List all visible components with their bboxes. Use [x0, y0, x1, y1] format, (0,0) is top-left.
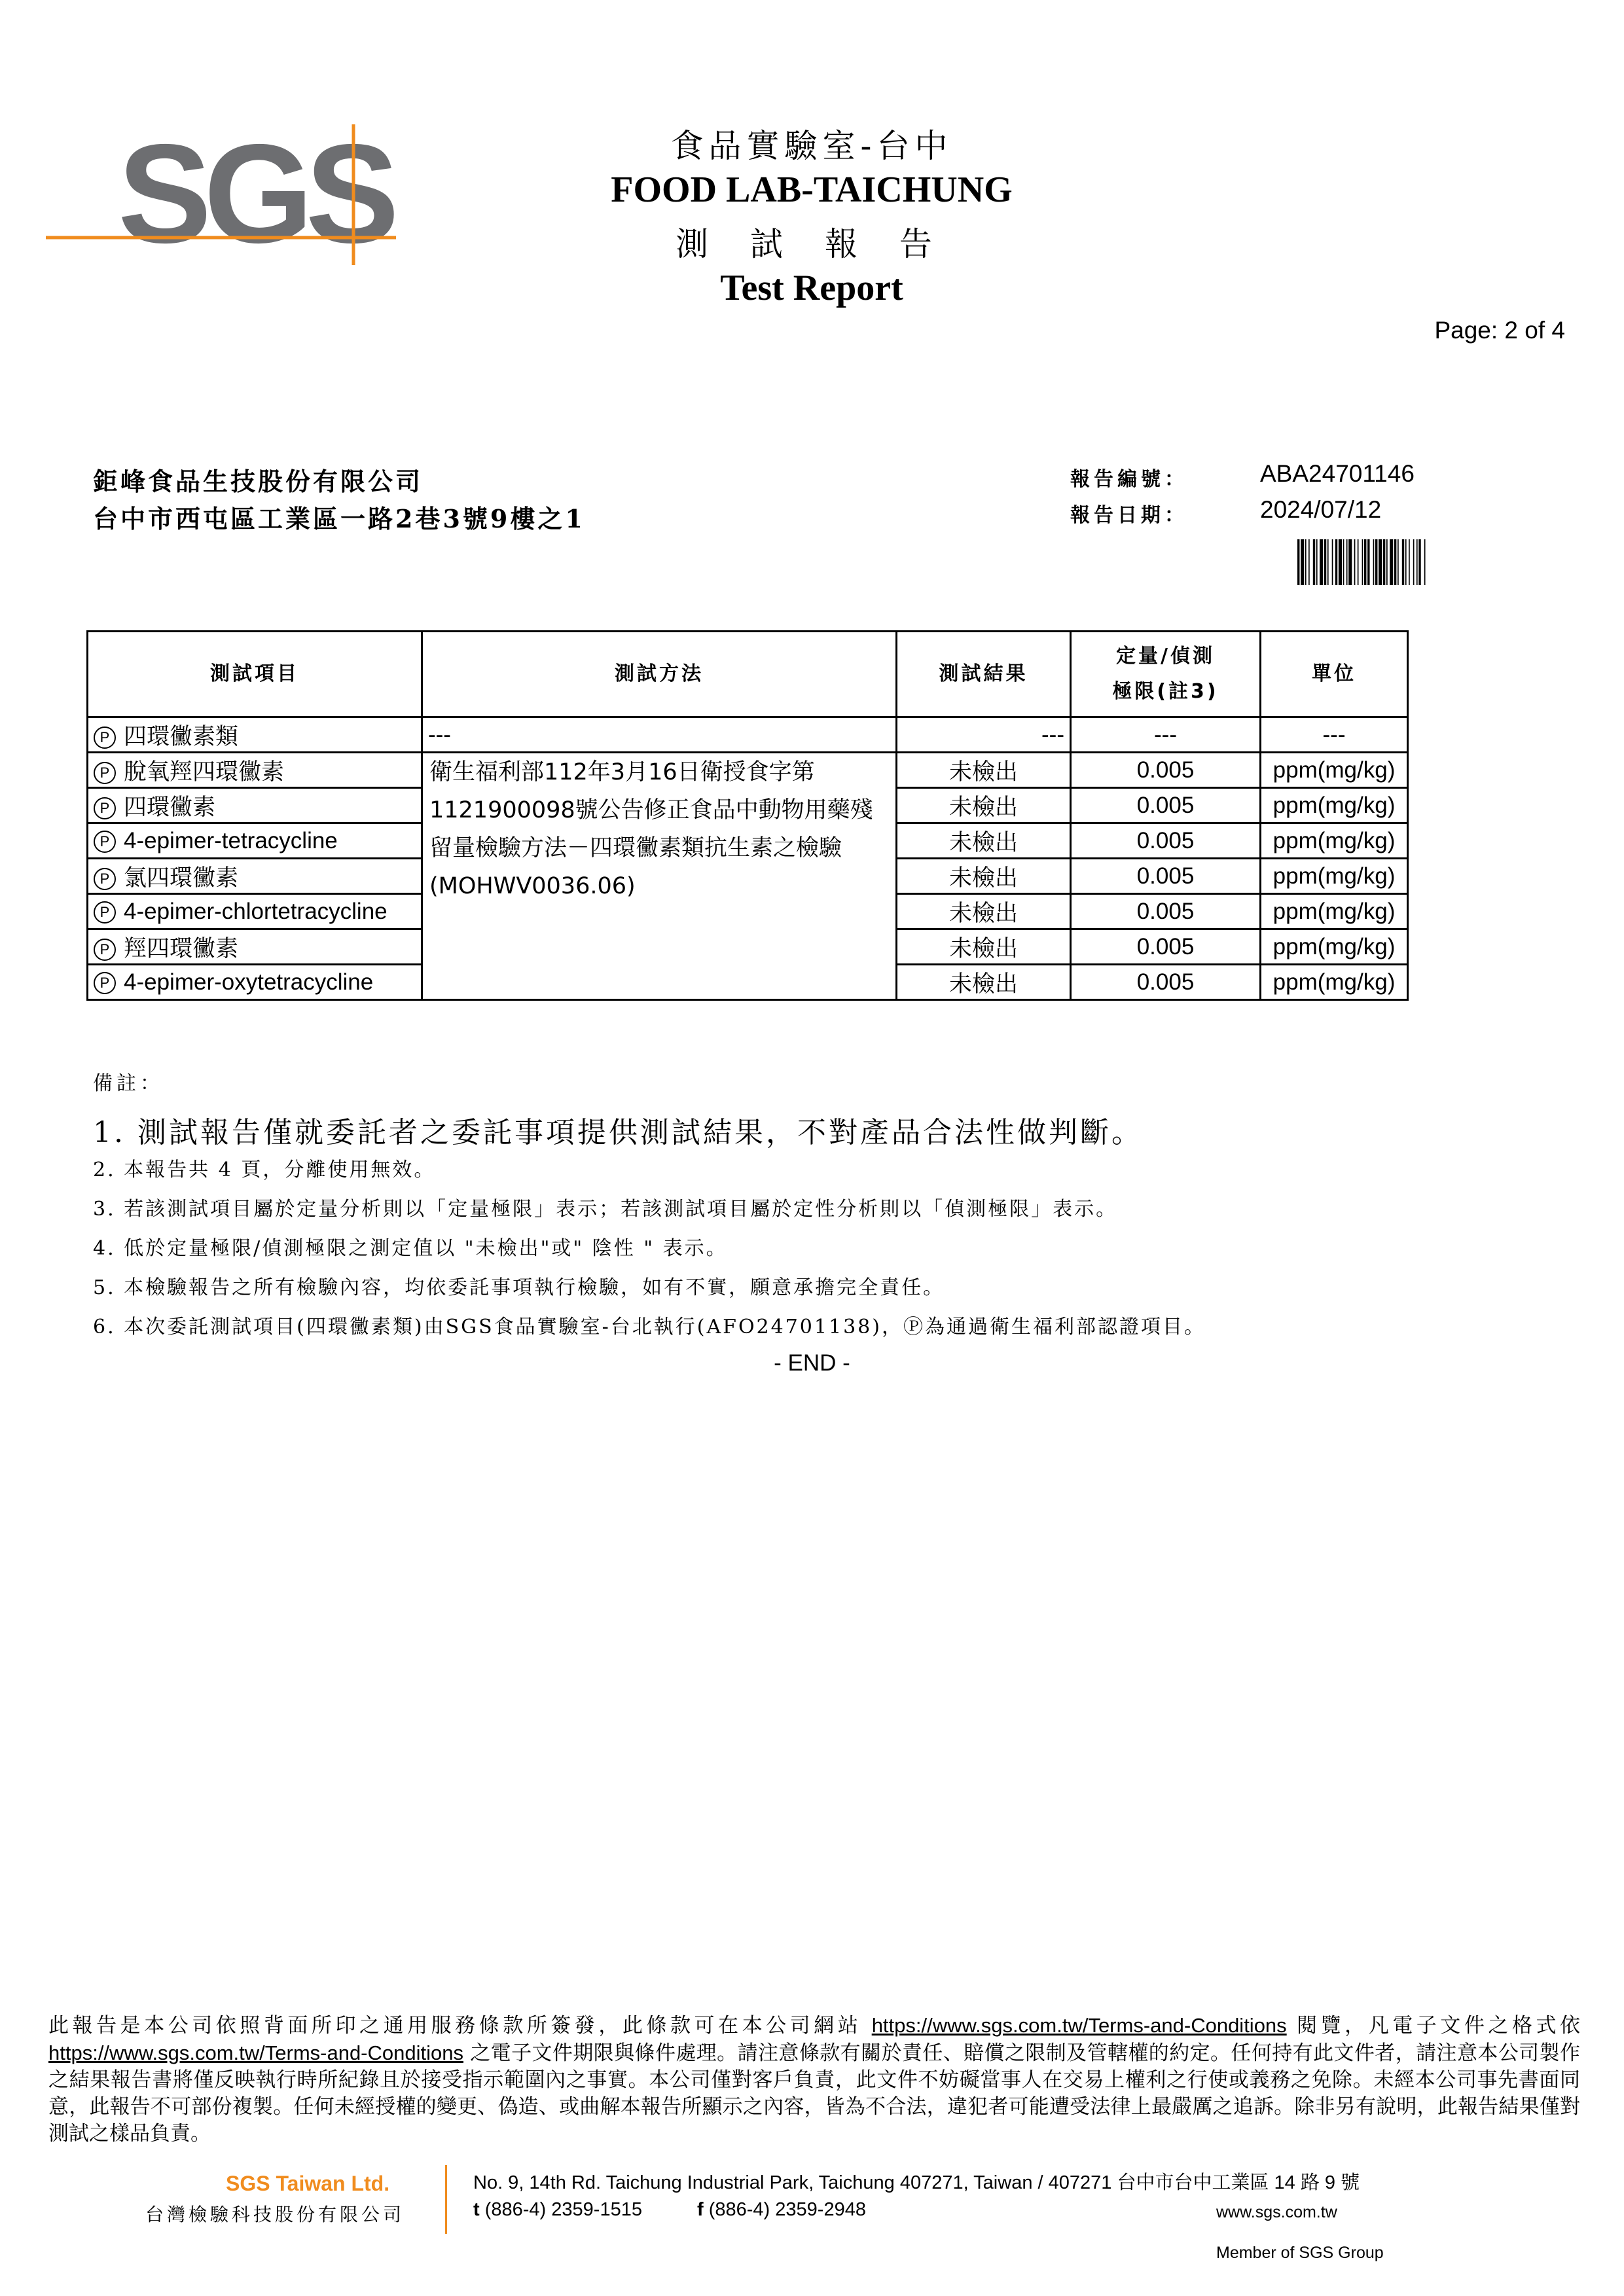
header-limit-line1: 定量/偵測	[1116, 645, 1215, 668]
cell-unit: ppm(mg/kg)	[1261, 929, 1408, 965]
barcode-bar	[1413, 539, 1415, 585]
item-name: 氯四環黴素	[124, 865, 239, 891]
cell-unit: ppm(mg/kg)	[1261, 788, 1408, 823]
accreditation-mark-icon: P	[94, 831, 116, 853]
cell-result: 未檢出	[897, 859, 1071, 894]
cell-method: ---	[422, 717, 897, 753]
report-number-label: 報告編號：	[1070, 468, 1188, 491]
barcode-bar	[1354, 539, 1356, 585]
report-date-label: 報告日期：	[1070, 504, 1188, 527]
client-address: 台中市西屯區工業區一路2巷3號9樓之1	[93, 504, 585, 533]
table-row	[88, 753, 1408, 788]
cell-limit: 0.005	[1071, 788, 1261, 823]
sgs-logo	[39, 118, 406, 268]
cell-limit: 0.005	[1071, 929, 1261, 965]
item-name: 脫氧羥四環黴素	[124, 759, 285, 785]
header-method: 測試方法	[422, 632, 897, 717]
barcode-bar	[1316, 539, 1318, 585]
header-limit-line2: 極限(註3)	[1112, 680, 1219, 703]
footer-member: Member of SGS Group	[1216, 2244, 1384, 2262]
lab-name-en: FOOD LAB-TAICHUNG	[611, 170, 1013, 210]
report-title-zh: 測 試 報 告	[676, 225, 948, 263]
note-item: 3. 若該測試項目屬於定量分析則以「定量極限」表示；若該測試項目屬於定性分析則以「偵測極限」表示。	[93, 1198, 1118, 1221]
barcode-bar	[1308, 539, 1310, 585]
cell-limit: ---	[1071, 717, 1261, 753]
terms-link[interactable]: https://www.sgs.com.tw/Terms-and-Conditions	[48, 2041, 463, 2064]
cell-unit: ---	[1261, 717, 1408, 753]
note-item: 6. 本次委託測試項目(四環黴素類)由SGS食品實驗室-台北執行(AFO24701138)，Ⓟ為通過衛生福利部認證項目。	[93, 1316, 1206, 1338]
barcode-bar	[1424, 539, 1426, 585]
accreditation-mark-icon: P	[94, 726, 116, 749]
barcode-bar	[1358, 539, 1359, 585]
cell-item	[88, 823, 422, 859]
accreditation-mark-icon: P	[94, 762, 116, 784]
footer-divider	[445, 2165, 447, 2234]
fax-number: (886-4) 2359-2948	[703, 2199, 866, 2220]
barcode-bar	[1375, 539, 1377, 585]
lab-name-zh: 食品實驗室-台中	[670, 127, 953, 165]
table-header-row	[88, 632, 1408, 717]
cell-result: 未檢出	[897, 823, 1071, 859]
header-result: 測試結果	[897, 632, 1071, 717]
barcode-bar	[1373, 539, 1375, 585]
barcode-bar	[1386, 539, 1388, 585]
cell-item	[88, 965, 422, 1000]
cell-limit: 0.005	[1071, 753, 1261, 788]
barcode-bar	[1301, 539, 1304, 585]
cell-unit: ppm(mg/kg)	[1261, 965, 1408, 1000]
barcode-bar	[1379, 539, 1382, 585]
cell-unit: ppm(mg/kg)	[1261, 894, 1408, 929]
barcode-bar	[1383, 539, 1385, 585]
barcode-bar	[1390, 539, 1393, 585]
note-item: 5. 本檢驗報告之所有檢驗內容，均依委託事項執行檢驗，如有不實，願意承擔完全責任。	[93, 1276, 945, 1299]
cell-result: 未檢出	[897, 929, 1071, 965]
cell-result: 未檢出	[897, 894, 1071, 929]
barcode	[1297, 539, 1520, 585]
end-marker: - END -	[774, 1350, 850, 1376]
sgs-logo-text: SGS	[118, 118, 392, 268]
client-name: 鉅峰食品生技股份有限公司	[93, 467, 424, 496]
item-name: 四環黴素類	[124, 723, 239, 750]
note-item: 1. 測試報告僅就委託者之委託事項提供測試結果，不對產品合法性做判斷。	[93, 1116, 1143, 1149]
cell-method-merged	[422, 753, 897, 1000]
barcode-bar	[1327, 539, 1329, 585]
barcode-bar	[1324, 539, 1326, 585]
disclaimer-text: 此報告是本公司依照背面所印之通用服務條款所簽發，此條款可在本公司網站	[48, 2014, 872, 2037]
cell-result: 未檢出	[897, 965, 1071, 1000]
tel-number: (886-4) 2359-1515	[479, 2199, 642, 2220]
cell-limit: 0.005	[1071, 859, 1261, 894]
note-item: 4. 低於定量極限/偵測極限之測定值以 "未檢出"或" 陰性 " 表示。	[93, 1237, 728, 1260]
cell-limit: 0.005	[1071, 823, 1261, 859]
note-item: 2. 本報告共 4 頁，分離使用無效。	[93, 1158, 436, 1181]
item-name: 4-epimer-tetracycline	[124, 827, 338, 853]
page-number: Page: 2 of 4	[1434, 317, 1565, 344]
barcode-bar	[1339, 539, 1342, 585]
barcode-bar	[1418, 539, 1420, 585]
barcode-bar	[1313, 539, 1315, 585]
cell-item	[88, 717, 422, 753]
item-name: 四環黴素	[124, 794, 216, 821]
header-limit	[1071, 632, 1261, 717]
item-name: 羥四環黴素	[124, 935, 239, 962]
cell-limit: 0.005	[1071, 894, 1261, 929]
header-unit: 單位	[1261, 632, 1408, 717]
report-number: ABA24701146	[1260, 460, 1415, 487]
cell-limit: 0.005	[1071, 965, 1261, 1000]
table-row-group	[88, 717, 1408, 753]
barcode-bar	[1305, 539, 1307, 585]
cell-result: 未檢出	[897, 788, 1071, 823]
tel-label: t	[473, 2199, 480, 2220]
barcode-bar	[1398, 539, 1399, 585]
item-name: 4-epimer-oxytetracycline	[124, 969, 374, 995]
cell-unit: ppm(mg/kg)	[1261, 753, 1408, 788]
barcode-bar	[1402, 539, 1404, 585]
barcode-bar	[1348, 539, 1352, 585]
accreditation-mark-icon: P	[94, 939, 116, 961]
cell-unit: ppm(mg/kg)	[1261, 823, 1408, 859]
barcode-bar	[1405, 539, 1407, 585]
cell-item	[88, 929, 422, 965]
barcode-bar	[1362, 539, 1363, 585]
cell-item	[88, 894, 422, 929]
accreditation-mark-icon: P	[94, 901, 116, 924]
cell-result: ---	[897, 717, 1071, 753]
item-name: 4-epimer-chlortetracycline	[124, 898, 388, 924]
report-date: 2024/07/12	[1260, 496, 1382, 523]
barcode-bar	[1364, 539, 1366, 585]
legal-disclaimer	[48, 2012, 1580, 2147]
barcode-bar	[1367, 539, 1369, 585]
footer-address: No. 9, 14th Rd. Taichung Industrial Park, Taichung 407271, Taiwan / 407271 台中市台中工業區 14 路 9 號	[473, 2172, 1360, 2193]
barcode-bar	[1297, 539, 1299, 585]
header-item: 測試項目	[88, 632, 422, 717]
cell-item	[88, 859, 422, 894]
barcode-bar	[1343, 539, 1344, 585]
footer-website[interactable]: www.sgs.com.tw	[1216, 2203, 1337, 2221]
terms-link[interactable]: https://www.sgs.com.tw/Terms-and-Conditions	[871, 2014, 1287, 2037]
footer-company-zh: 台灣檢驗科技股份有限公司	[145, 2204, 405, 2225]
fax-label: f	[697, 2199, 704, 2220]
disclaimer-text: 之電子文件期限與條件處理。請注意條款有關於責任、賠償之限制及管轄權的約定。任何持有此文件者，請注意本公司製作之結果報告書將僅反映執行時所紀錄且於接受指示範圍內之事實。本公司僅對客戶負責，此文件不妨礙當事人在交易上權利之行使或義務之免除。未經本公司事先書面同意，此報告不可部份複製。任何未經授權的變更、偽造、或曲解本報告所顯示之內容，皆為不合法，違犯者可能遭受法律上最嚴厲之追訴。除非另有說明，此報告結果僅對測試之樣品負責。	[48, 2041, 1580, 2145]
footer-fax	[697, 2199, 866, 2221]
results-table	[86, 630, 1409, 1001]
barcode-bar	[1346, 539, 1348, 585]
barcode-bar	[1332, 539, 1333, 585]
report-title-en: Test Report	[720, 268, 903, 308]
accreditation-mark-icon: P	[94, 797, 116, 819]
cell-unit: ppm(mg/kg)	[1261, 859, 1408, 894]
cell-item	[88, 788, 422, 823]
cell-item	[88, 753, 422, 788]
accreditation-mark-icon: P	[94, 972, 116, 994]
barcode-bar	[1320, 539, 1323, 585]
footer-company-en: SGS Taiwan Ltd.	[226, 2172, 390, 2195]
barcode-bar	[1335, 539, 1337, 585]
notes-title: 備註：	[93, 1072, 164, 1095]
footer-telephone	[473, 2199, 642, 2221]
barcode-bar	[1416, 539, 1418, 585]
accreditation-mark-icon: P	[94, 868, 116, 890]
barcode-bar	[1409, 539, 1410, 585]
method-text: 衛生福利部112年3月16日衛授食字第1121900098號公告修正食品中動物用藥殘留量檢驗方法－四環黴素類抗生素之檢驗(MOHWV0036.06)	[429, 759, 873, 899]
disclaimer-text: 閱覽，凡電子文件之格式依	[1286, 2014, 1580, 2037]
cell-result: 未檢出	[897, 753, 1071, 788]
barcode-bar	[1394, 539, 1396, 585]
